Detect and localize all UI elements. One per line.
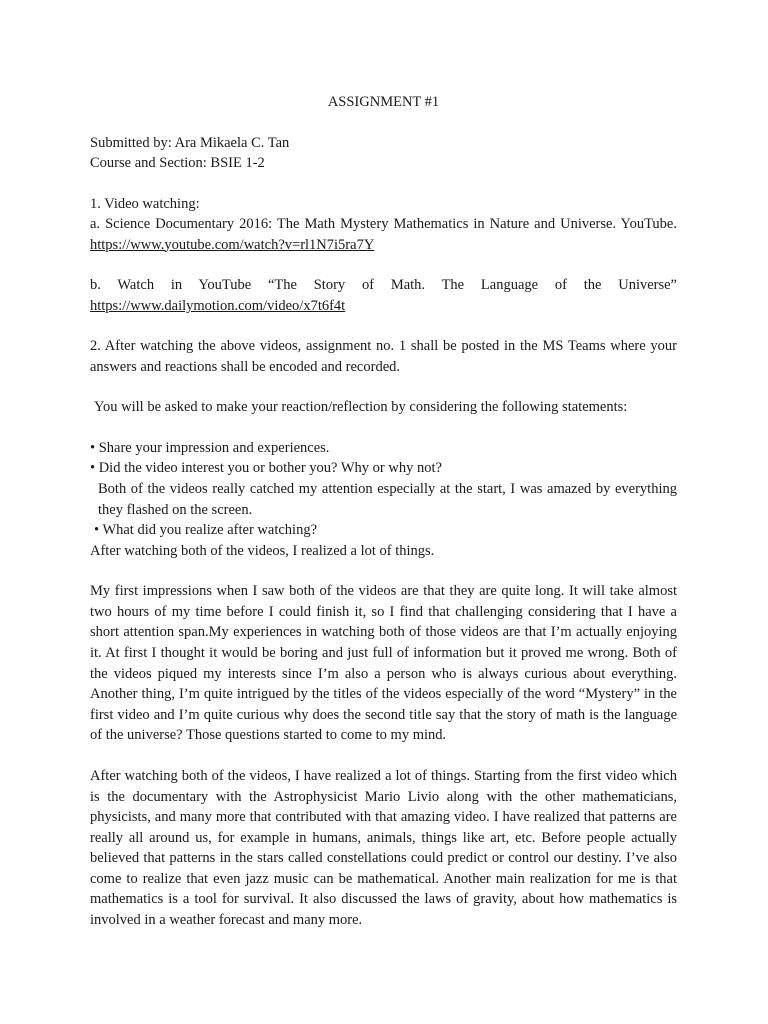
item-2: 2. After watching the above videos, assignment no. 1 shall be posted in the MS Teams where your answers and reactions shall be encoded and recorded.: [90, 338, 677, 375]
course-section: Course and Section: BSIE 1-2: [90, 155, 265, 171]
youtube-link[interactable]: https://www.youtube.com/watch?v=rl1N7i5ra7Y: [90, 236, 375, 253]
answer-realize: After watching both of the videos, I realized a lot of things.: [90, 542, 435, 559]
paragraph-impressions: [90, 581, 677, 746]
video-item-a: [90, 194, 677, 256]
item-b-text: b. Watch in YouTube “The Story of Math. The Language of the Universe”: [90, 277, 677, 294]
bullet-interest: • Did the video interest you or bother you? Why or why not?: [90, 460, 442, 477]
questions-block: [90, 438, 677, 561]
video-heading: 1. Video watching:: [90, 195, 200, 212]
instructions: You will be asked to make your reaction/reflection by considering the following statements:: [94, 399, 628, 416]
item-a: [90, 214, 677, 255]
answer-interest: Both of the videos really catched my attention especially at the start, I was amazed by everything they flashed on the screen.: [98, 480, 677, 518]
submitted-by: Submitted by: Ara Mikaela C. Tan: [90, 134, 290, 151]
paragraph-1: My first impressions when I saw both of the videos are that they are quite long. It will take almost two hours of my time before I could finish it, so I find that challenging considering that I have a short attention span.My experiences in watching both of those videos are that I’m actually enjoying it. At first I thought it would be boring and just full of information but it proved me wrong. Both of the videos piqued my interests since I’m also a person who is always curious about everything. Another thing, I’m quite intrigued by the titles of the videos especially of the word “Mystery” in the first video and I’m quite curious why does the second title say that the story of math is the language of the universe? Those questions started to come to my mind.: [90, 583, 677, 744]
page-title: ASSIGNMENT #1: [327, 94, 440, 110]
paragraph-2: After watching both of the videos, I have realized a lot of things. Starting from the first video which is the documentary with the Astrophysicist Mario Livio along with the other mathematicians, physicists, and many more that contributed with that amazing video. I have realized that patterns are really all around us, for example in humans, animals, things like art, etc. Before people actually believed that patterns in the stars called constellations could predict or control our destiny. I’ve also come to realize that even jazz music can be mathematical. Another main realization for me is that mathematics is a tool for survival. It also discussed the laws of gravity, about how mathematics is involved in a weather forecast and many more.: [90, 767, 677, 929]
item-a-text: a. Science Documentary 2016: The Math Mystery Mathematics in Nature and Universe. YouTube.: [90, 216, 677, 232]
instructions-block: [90, 397, 677, 418]
item-2-block: [90, 336, 677, 377]
header-info: [90, 133, 677, 174]
document-page: [90, 92, 677, 931]
bullet-realize: • What did you realize after watching?: [94, 522, 318, 539]
video-item-b: [90, 275, 677, 316]
dailymotion-link[interactable]: https://www.dailymotion.com/video/x7t6f4t: [90, 297, 346, 314]
paragraph-realizations: [90, 766, 677, 931]
bullet-impression: • Share your impression and experiences.: [90, 439, 330, 456]
